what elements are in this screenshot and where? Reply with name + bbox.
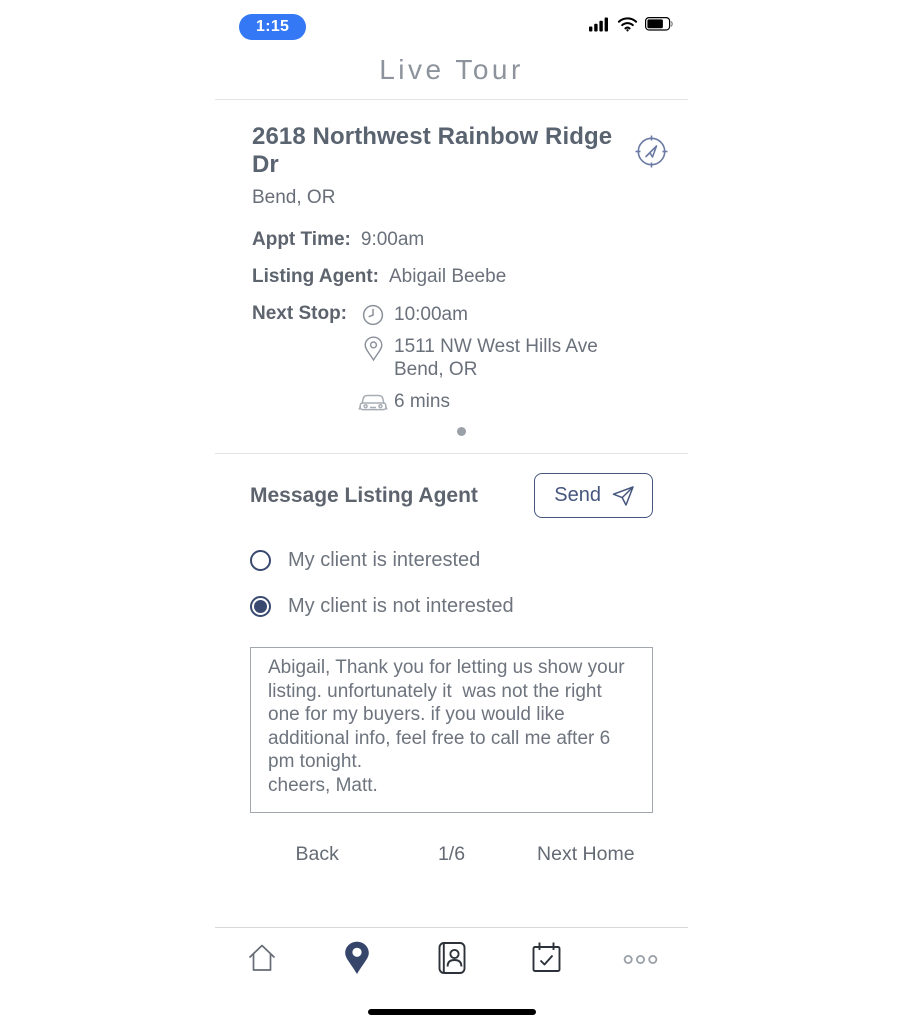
tab-home[interactable]	[215, 928, 310, 1024]
back-button[interactable]: Back	[295, 843, 339, 865]
message-section-title: Message Listing Agent	[250, 483, 478, 507]
message-section	[215, 473, 688, 866]
battery-icon	[645, 17, 674, 36]
calendar-check-icon	[530, 941, 563, 979]
send-button[interactable]	[534, 473, 653, 518]
clock-icon	[352, 303, 394, 326]
property-address: 2618 Northwest Rainbow Ridge Dr	[252, 123, 613, 178]
tab-more[interactable]	[593, 928, 688, 1024]
property-card	[215, 123, 688, 436]
property-city: Bend, OR	[252, 187, 336, 208]
next-stop-drive-time: 6 mins	[394, 391, 450, 412]
navigate-compass-icon[interactable]	[633, 133, 670, 170]
map-pin-filled-icon	[344, 941, 370, 980]
next-stop-time: 10:00am	[394, 304, 468, 325]
cellular-signal-icon	[589, 17, 610, 37]
car-icon	[352, 390, 394, 413]
send-paper-plane-icon	[612, 485, 635, 507]
section-divider	[215, 453, 688, 454]
page-indicator: 1/6	[437, 843, 466, 865]
listing-agent-label: Listing Agent:	[252, 266, 379, 287]
radio-selected[interactable]	[250, 596, 271, 617]
more-dots-icon	[623, 941, 658, 970]
status-bar	[215, 0, 688, 42]
contacts-book-icon	[435, 941, 468, 980]
status-indicators	[589, 16, 674, 37]
send-button-label: Send	[554, 484, 601, 506]
wifi-icon	[617, 16, 638, 37]
radio-unselected[interactable]	[250, 550, 271, 571]
carousel-page-dot	[457, 427, 466, 436]
message-textarea[interactable]	[250, 647, 653, 813]
home-icon	[245, 941, 279, 979]
next-stop-label: Next Stop:	[252, 303, 347, 324]
appt-time-label: Appt Time:	[252, 229, 351, 250]
phone-screen	[215, 0, 688, 1024]
page-title: Live Tour	[379, 54, 524, 85]
header-divider	[215, 99, 688, 100]
appt-time-row	[252, 229, 670, 251]
option-label: My client is not interested	[288, 595, 514, 617]
next-home-button[interactable]: Next Home	[537, 843, 635, 865]
pager	[250, 843, 653, 866]
appt-time-value: 9:00am	[360, 229, 425, 250]
next-stop-address: 1511 NW West Hills Ave Bend, OR	[394, 336, 598, 380]
listing-agent-value: Abigail Beebe	[389, 266, 507, 287]
next-stop-block	[252, 303, 670, 413]
status-time-pill[interactable]: 1:15	[239, 14, 306, 40]
listing-agent-row	[252, 266, 670, 288]
location-pin-icon	[352, 335, 394, 381]
home-indicator[interactable]	[368, 1009, 536, 1015]
option-client-interested[interactable]	[250, 549, 653, 572]
option-label: My client is interested	[288, 549, 481, 571]
option-client-not-interested[interactable]	[250, 595, 653, 618]
